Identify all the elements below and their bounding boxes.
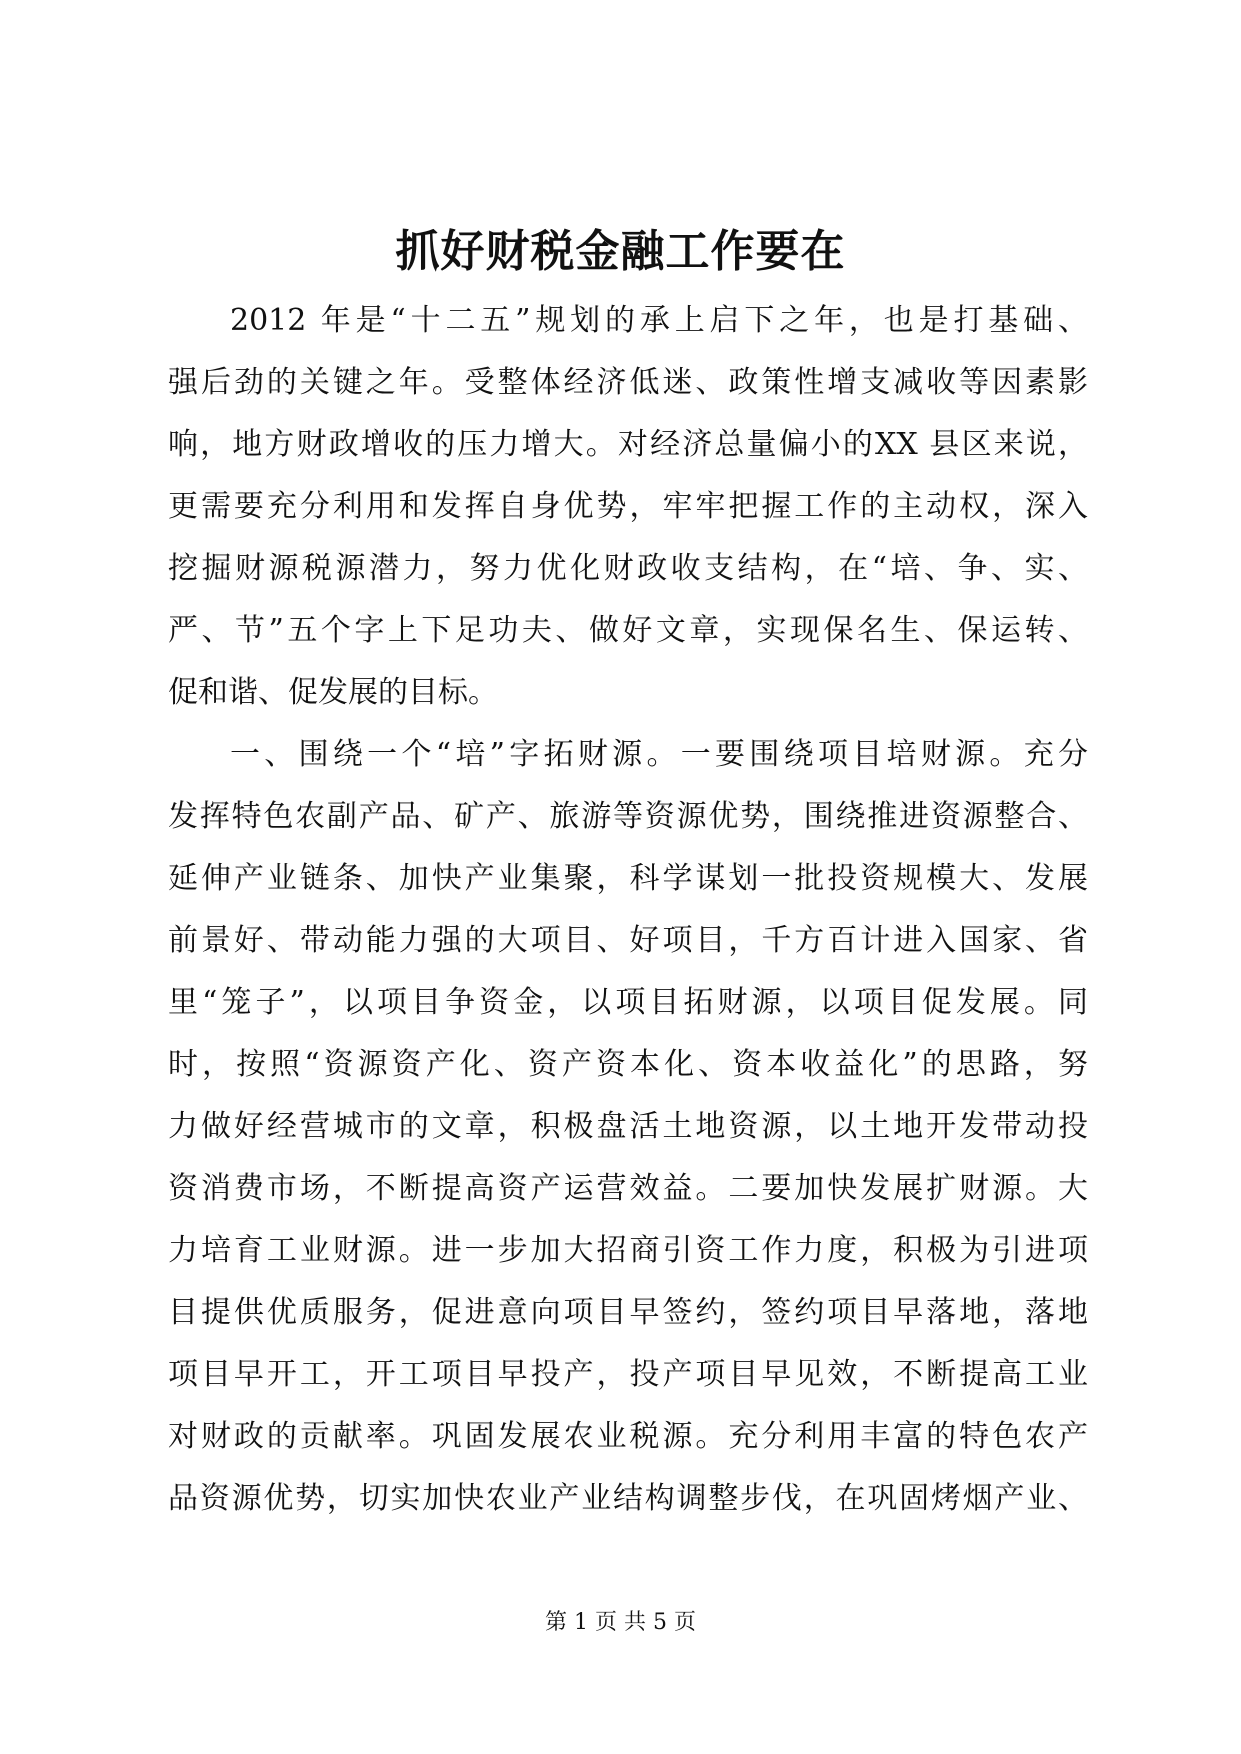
text-line: 里“笼子”，以项目争资金，以项目拓财源，以项目促发展。同 <box>168 985 1088 1020</box>
text-line: 更需要充分利用和发挥自身优势，牢牢把握工作的主动权，深入 <box>168 489 1088 524</box>
text-line: 时，按照“资源资产化、资产资本化、资本收益化”的思路，努 <box>168 1047 1088 1082</box>
text-line: 促和谐、促发展的目标。 <box>168 675 498 710</box>
document-body <box>168 290 1088 1530</box>
text-line: 响，地方财政增收的压力增大。对经济总量偏小的XX 县区来说， <box>168 427 1088 462</box>
text-line: 对财政的贡献率。巩固发展农业税源。充分利用丰富的特色农产 <box>168 1419 1088 1454</box>
document-title: 抓好财税金融工作要在 <box>395 226 846 277</box>
text-line: 力培育工业财源。进一步加大招商引资工作力度，积极为引进项 <box>168 1233 1088 1268</box>
page-footer: 第 1 页 共 5 页 <box>545 1610 696 1635</box>
text-line: 资消费市场，不断提高资产运营效益。二要加快发展扩财源。大 <box>168 1171 1088 1206</box>
text-line: 前景好、带动能力强的大项目、好项目，千方百计进入国家、省 <box>168 923 1088 958</box>
text-line: 品资源优势，切实加快农业产业结构调整步伐，在巩固烤烟产业、 <box>168 1481 1088 1516</box>
text-line: 项目早开工，开工项目早投产，投产项目早见效，不断提高工业 <box>168 1357 1088 1392</box>
text-line: 一、围绕一个“培”字拓财源。一要围绕项目培财源。充分 <box>230 737 1088 772</box>
text-line: 发挥特色农副产品、矿产、旅游等资源优势，围绕推进资源整合、 <box>168 799 1088 834</box>
text-line: 严、节”五个字上下足功夫、做好文章，实现保名生、保运转、 <box>168 613 1088 648</box>
text-line: 力做好经营城市的文章，积极盘活土地资源，以土地开发带动投 <box>168 1109 1088 1144</box>
text-line: 目提供优质服务，促进意向项目早签约，签约项目早落地，落地 <box>168 1295 1088 1330</box>
text-line: 挖掘财源税源潜力，努力优化财政收支结构，在“培、争、实、 <box>168 551 1088 586</box>
text-line: 强后劲的关键之年。受整体经济低迷、政策性增支减收等因素影 <box>168 365 1088 400</box>
text-line: 2012 年是“十二五”规划的承上启下之年，也是打基础、 <box>230 303 1088 338</box>
text-line: 延伸产业链条、加快产业集聚，科学谋划一批投资规模大、发展 <box>168 861 1088 896</box>
